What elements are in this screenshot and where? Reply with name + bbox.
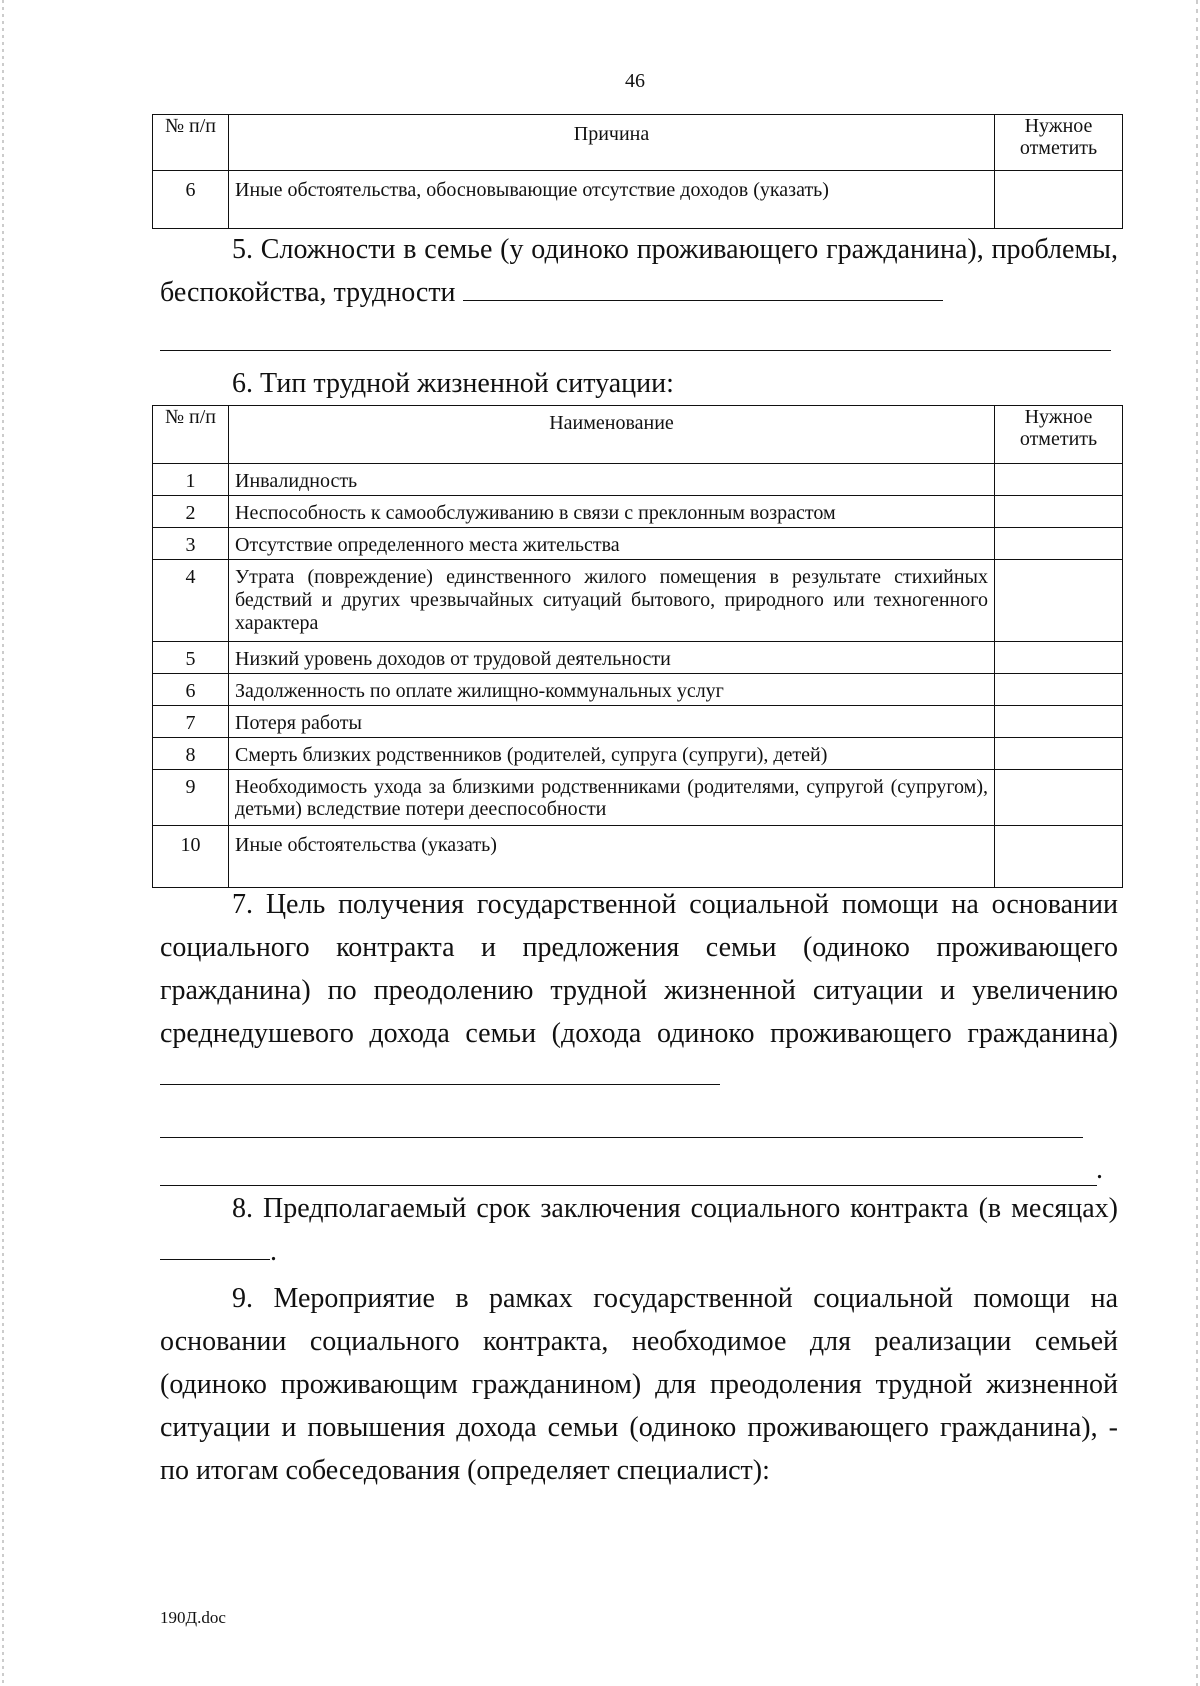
col-header-number: № п/п (153, 115, 229, 171)
row-number: 10 (153, 826, 229, 888)
table-row (153, 528, 1123, 560)
row-number: 1 (153, 464, 229, 496)
row-number: 2 (153, 496, 229, 528)
col-header-mark: Нужное отметить (995, 115, 1123, 171)
section-7-fill-line[interactable] (160, 1060, 720, 1085)
table-row (153, 674, 1123, 706)
section-5-fill-line-2[interactable] (160, 350, 1111, 351)
section-8-end-mark: . (270, 1236, 277, 1267)
situation-type-table (152, 405, 1123, 888)
row-mark-cell[interactable] (995, 706, 1123, 738)
section-7 (160, 883, 1118, 1098)
section-8-fill-line[interactable] (160, 1235, 270, 1260)
section-7-fill-line-2[interactable] (160, 1137, 1083, 1138)
table-row (153, 560, 1123, 642)
table-header-row (153, 115, 1123, 171)
section-7-text: 7. Цель получения государственной социальной помощи на основании социального контракта и предложения семьи (одиноко проживающего гражданина) по преодолению трудной жизненной ситуации и увеличению среднедушевого дохода семьи (дохода одиноко проживающего гражданина) (160, 889, 1118, 1049)
page-number: 46 (625, 70, 645, 92)
section-9: 9. Мероприятие в рамках государственной социальной помощи на основании социального контракта, необходимое для реализации семьей (одиноко проживающим гражданином) для преодоления трудной жизненной ситуации и повышения дохода семьи (одиноко проживающего гражданина), - по итогам собеседования (определяет специалист): (160, 1283, 1118, 1486)
row-mark-cell[interactable] (995, 674, 1123, 706)
col-header-reason: Причина (229, 115, 995, 171)
row-number: 8 (153, 738, 229, 770)
row-text: Потеря работы (229, 706, 995, 738)
section-5-fill-line[interactable] (463, 276, 943, 301)
row-text: Низкий уровень доходов от трудовой деятельности (229, 642, 995, 674)
row-text: Необходимость ухода за близкими родственниками (родителями, супругой (супругом), детьми) вследствие потери дееспособности (229, 770, 995, 826)
reasons-table (152, 114, 1123, 229)
scan-edge-left (2, 0, 4, 1686)
section-8 (160, 1187, 1118, 1273)
table-row (153, 171, 1123, 229)
table-row (153, 826, 1123, 888)
table-row (153, 642, 1123, 674)
row-text: Смерть близких родственников (родителей, супруга (супруги), детей) (229, 738, 995, 770)
row-mark-cell[interactable] (995, 171, 1123, 229)
table-row (153, 738, 1123, 770)
row-text: Утрата (повреждение) единственного жилого помещения в результате стихийных бедствий и других чрезвычайных ситуаций бытового, природного или техногенного характера (229, 560, 995, 642)
col-header-name: Наименование (229, 406, 995, 464)
row-mark-cell[interactable] (995, 642, 1123, 674)
table-row (153, 770, 1123, 826)
row-text: Иные обстоятельства, обосновывающие отсутствие доходов (указать) (229, 171, 995, 229)
row-text: Иные обстоятельства (указать) (229, 826, 995, 888)
row-mark-cell[interactable] (995, 826, 1123, 888)
row-text: Задолженность по оплате жилищно-коммунальных услуг (229, 674, 995, 706)
row-number: 6 (153, 171, 229, 229)
row-mark-cell[interactable] (995, 496, 1123, 528)
row-number: 3 (153, 528, 229, 560)
row-mark-cell[interactable] (995, 464, 1123, 496)
row-text: Отсутствие определенного места жительства (229, 528, 995, 560)
col-header-mark: Нужное отметить (995, 406, 1123, 464)
row-number: 5 (153, 642, 229, 674)
row-number: 6 (153, 674, 229, 706)
row-number: 4 (153, 560, 229, 642)
table-header-row (153, 406, 1123, 464)
row-mark-cell[interactable] (995, 528, 1123, 560)
row-text: Инвалидность (229, 464, 995, 496)
section-6-heading: 6. Тип трудной жизненной ситуации: (232, 368, 674, 399)
row-text: Неспособность к самообслуживанию в связи с преклонным возрастом (229, 496, 995, 528)
scan-edge-right (1196, 0, 1198, 1686)
table-row (153, 496, 1123, 528)
section-7-end-mark: . (1096, 1154, 1103, 1185)
table-row (153, 706, 1123, 738)
row-mark-cell[interactable] (995, 770, 1123, 826)
row-mark-cell[interactable] (995, 738, 1123, 770)
row-number: 9 (153, 770, 229, 826)
section-7-fill-line-3[interactable] (160, 1185, 1097, 1186)
table-row (153, 464, 1123, 496)
row-number: 7 (153, 706, 229, 738)
col-header-number: № п/п (153, 406, 229, 464)
section-5-text: 5. Сложности в семье (у одиноко проживающего гражданина), проблемы, беспокойства, трудности (160, 234, 1118, 308)
footer-filename: 190Д.doc (160, 1608, 226, 1627)
section-8-text: 8. Предполагаемый срок заключения социального контракта (в месяцах) (232, 1193, 1118, 1224)
row-mark-cell[interactable] (995, 560, 1123, 642)
section-5 (160, 228, 1118, 314)
